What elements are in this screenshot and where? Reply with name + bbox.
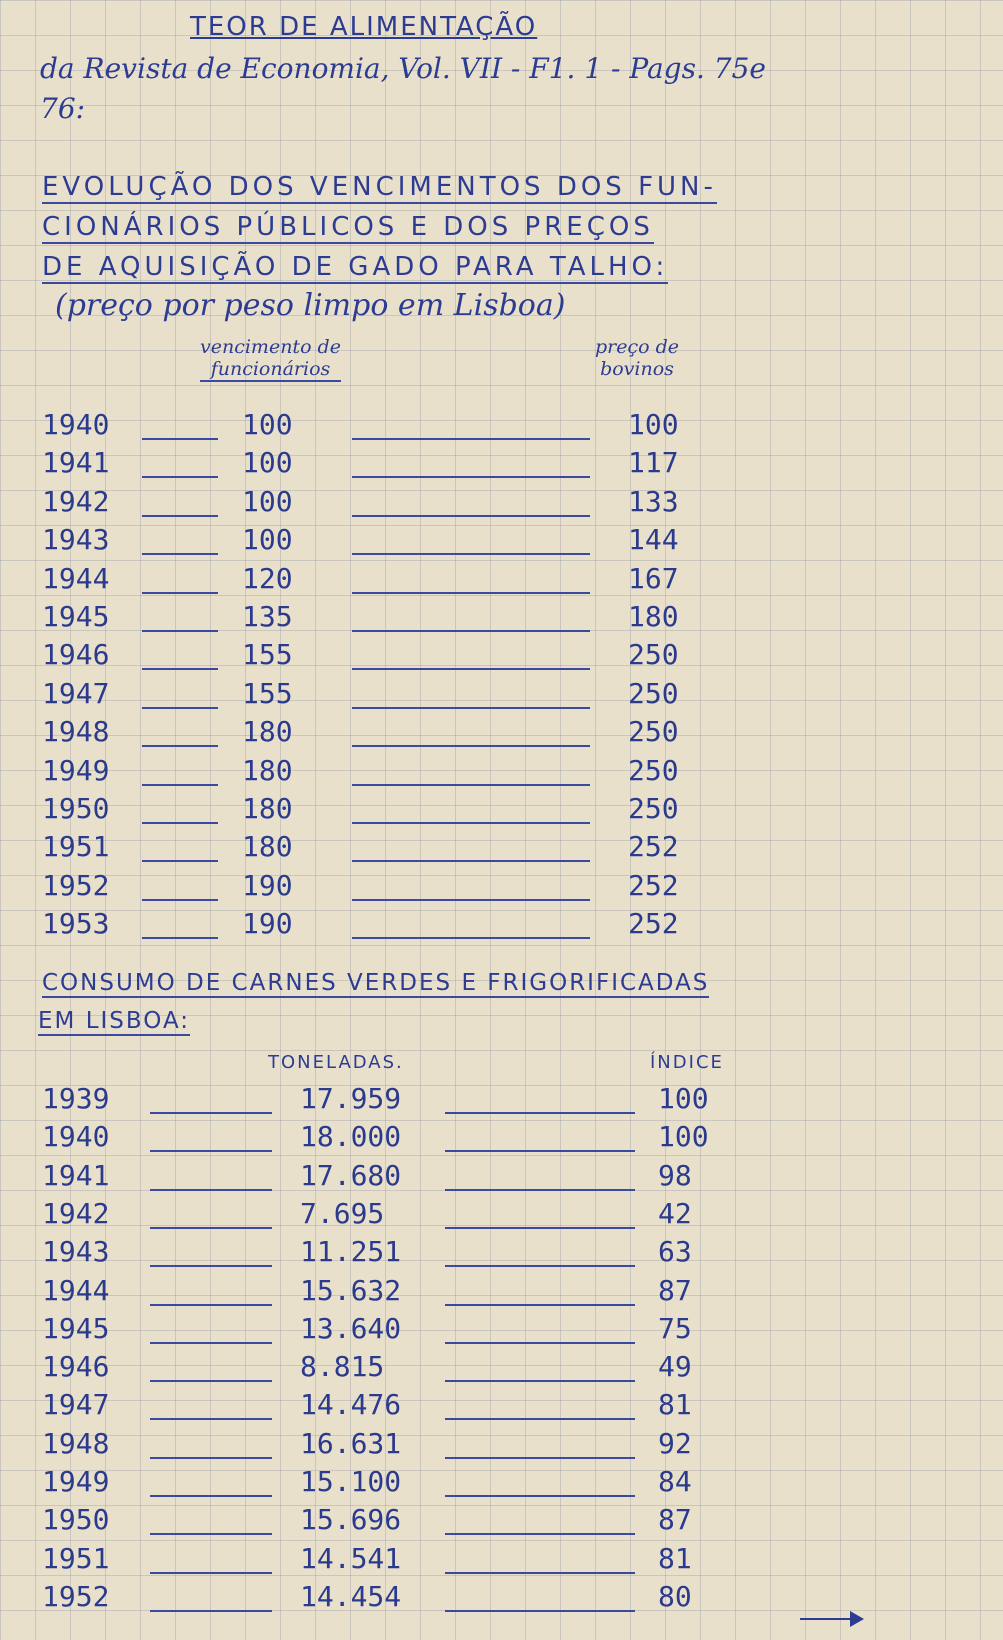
leader-line [150,1495,272,1497]
price-index-cell: 144 [628,523,679,557]
leader-line [142,860,218,862]
year-cell: 1950 [42,792,110,825]
price-index-cell: 180 [628,600,679,633]
leader-line [150,1189,272,1191]
salary-index-cell: 180 [242,792,293,825]
tonnes-cell: 7.695 [300,1196,385,1230]
salary-index-cell: 100 [242,408,293,441]
leader-line [150,1150,272,1152]
price-index-cell: 100 [628,408,679,441]
leader-line [142,438,218,440]
leader-line [445,1418,635,1420]
section2-title-line2: EM LISBOA: [38,1008,191,1034]
salary-index-cell: 180 [242,753,293,787]
salary-index-cell: 190 [242,907,293,941]
leader-line [445,1495,635,1497]
section1-title-line1: EVOLUÇÃO DOS VENCIMENTOS DOS FUN- [42,172,717,202]
table-row [0,600,1003,636]
leader-line [352,515,590,517]
year-cell: 1943 [42,523,110,557]
consumption-index-cell: 98 [658,1158,692,1192]
consumption-index-cell: 87 [658,1273,692,1307]
consumption-index-cell: 80 [658,1579,692,1613]
leader-line [150,1572,272,1574]
leader-line [142,899,218,901]
leader-line [142,784,218,786]
consumption-index-cell: 84 [658,1465,692,1498]
table-row [0,1197,1003,1233]
year-cell: 1951 [42,830,110,864]
year-cell: 1945 [42,1311,110,1345]
table-row [0,792,1003,828]
continue-arrow-icon [800,1618,860,1620]
price-header-line2: bovinos [600,358,674,380]
consumption-index-cell: 75 [658,1311,692,1345]
leader-line [352,707,590,709]
consumption-index-cell: 87 [658,1503,692,1537]
leader-line [352,476,590,478]
salary-index-cell: 120 [242,561,293,595]
table-row [0,1465,1003,1501]
section1-subtitle: (preço por peso limpo em Lisboa) [55,288,566,323]
leader-line [142,937,218,939]
price-index-cell: 133 [628,484,679,518]
table-row [0,869,1003,905]
salary-index-cell: 155 [242,676,293,710]
leader-line [445,1265,635,1267]
tonnes-cell: 15.100 [300,1465,402,1498]
leader-line [142,553,218,555]
leader-line [445,1304,635,1306]
salary-index-cell: 155 [242,638,293,672]
year-cell: 1950 [42,1503,110,1537]
year-cell: 1948 [42,1426,110,1460]
leader-line [352,553,590,555]
leader-line [352,668,590,670]
year-cell: 1948 [42,715,110,749]
consumption-index-cell: 63 [658,1235,692,1269]
salary-index-cell: 190 [242,868,293,902]
leader-line [445,1610,635,1612]
tonnes-cell: 13.640 [300,1311,402,1345]
consumption-index-cell: 81 [658,1541,692,1575]
leader-line [445,1380,635,1382]
tonnes-cell: 16.631 [300,1426,402,1460]
year-cell: 1944 [42,561,110,595]
leader-line [142,668,218,670]
leader-line [142,822,218,824]
consumption-index-cell: 42 [658,1196,692,1230]
leader-line [150,1610,272,1612]
tonnes-cell: 11.251 [300,1235,402,1269]
year-cell: 1945 [42,600,110,633]
tons-column-header: TONELADAS. [268,1052,404,1073]
leader-line [150,1342,272,1344]
leader-line [142,476,218,478]
year-cell: 1951 [42,1541,110,1575]
salary-index-cell: 100 [242,523,293,557]
leader-line [445,1572,635,1574]
price-index-cell: 252 [628,830,679,864]
tonnes-cell: 8.815 [300,1350,385,1384]
leader-line [445,1457,635,1459]
leader-line [142,592,218,594]
year-cell: 1944 [42,1273,110,1307]
table-row [0,1503,1003,1539]
source-reference-line2: 76: [40,92,86,125]
year-cell: 1941 [42,1158,110,1192]
price-index-cell: 250 [628,792,679,825]
consumption-index-cell: 92 [658,1426,692,1460]
leader-line [142,515,218,517]
price-index-cell: 250 [628,753,679,787]
leader-line [150,1418,272,1420]
table-row [0,1388,1003,1424]
price-header-line1: preço de [595,336,680,358]
leader-line [150,1112,272,1114]
table-row [0,1542,1003,1578]
table-row [0,1427,1003,1463]
year-cell: 1946 [42,638,110,672]
consumption-index-cell: 49 [658,1350,692,1384]
leader-line [352,937,590,939]
table-row [0,523,1003,559]
table-row [0,1159,1003,1195]
tonnes-cell: 14.454 [300,1579,402,1613]
consumption-index-cell: 100 [658,1082,709,1115]
leader-line [142,630,218,632]
salary-header-line2: funcionários [200,358,341,382]
price-index-cell: 252 [628,907,679,941]
price-index-cell: 117 [628,446,679,480]
salary-column-header [200,336,341,382]
price-index-cell: 250 [628,638,679,672]
table-row [0,1350,1003,1386]
leader-line [445,1189,635,1191]
leader-line [352,745,590,747]
year-cell: 1947 [42,676,110,710]
year-cell: 1947 [42,1388,110,1422]
leader-line [352,784,590,786]
tonnes-cell: 15.696 [300,1503,402,1537]
table-row [0,830,1003,866]
table-row [0,715,1003,751]
leader-line [142,707,218,709]
leader-line [150,1380,272,1382]
leader-line [142,745,218,747]
leader-line [352,592,590,594]
tonnes-cell: 14.541 [300,1541,402,1575]
leader-line [150,1533,272,1535]
year-cell: 1949 [42,753,110,787]
leader-line [352,899,590,901]
leader-line [352,630,590,632]
price-index-cell: 250 [628,715,679,749]
table-row [0,446,1003,482]
leader-line [445,1112,635,1114]
leader-line [150,1227,272,1229]
leader-line [150,1265,272,1267]
salary-index-cell: 100 [242,484,293,518]
year-cell: 1946 [42,1350,110,1384]
leader-line [352,822,590,824]
table-row [0,677,1003,713]
salary-index-cell: 135 [242,600,293,633]
year-cell: 1940 [42,408,110,441]
tonnes-cell: 17.680 [300,1158,402,1192]
salary-header-line1: vencimento de [200,336,341,358]
table-row [0,485,1003,521]
price-column-header [595,336,679,380]
year-cell: 1952 [42,868,110,902]
leader-line [150,1457,272,1459]
year-cell: 1953 [42,907,110,941]
year-cell: 1939 [42,1082,110,1115]
price-index-cell: 252 [628,868,679,902]
price-index-cell: 250 [628,676,679,710]
table-row [0,1082,1003,1118]
year-cell: 1952 [42,1579,110,1613]
leader-line [352,438,590,440]
year-cell: 1940 [42,1120,110,1154]
leader-line [445,1342,635,1344]
table-row [0,1312,1003,1348]
table-row [0,562,1003,598]
consumption-index-cell: 81 [658,1388,692,1422]
tonnes-cell: 15.632 [300,1273,402,1307]
year-cell: 1942 [42,1196,110,1230]
price-index-cell: 167 [628,561,679,595]
consumption-index-cell: 100 [658,1120,709,1154]
table-row [0,638,1003,674]
year-cell: 1942 [42,484,110,518]
table-row [0,1235,1003,1271]
table-row [0,907,1003,943]
salary-index-cell: 180 [242,715,293,749]
leader-line [445,1227,635,1229]
section1-title-line3: DE AQUISIÇÃO DE GADO PARA TALHO: [42,252,669,282]
leader-line [352,860,590,862]
leader-line [445,1150,635,1152]
table-row [0,408,1003,444]
section2-title-line1: CONSUMO DE CARNES VERDES E FRIGORIFICADAS [42,970,710,996]
salary-index-cell: 100 [242,446,293,480]
index-column-header: ÍNDICE [650,1052,724,1073]
tonnes-cell: 18.000 [300,1120,402,1154]
year-cell: 1949 [42,1465,110,1498]
table-row [0,754,1003,790]
page-title: TEOR DE ALIMENTAÇÃO [190,12,538,42]
salary-index-cell: 180 [242,830,293,864]
source-reference-line1: da Revista de Economia, Vol. VII - F1. 1 - Pags. 75e [40,52,766,85]
tonnes-cell: 17.959 [300,1082,402,1115]
table-row [0,1120,1003,1156]
year-cell: 1943 [42,1235,110,1269]
leader-line [445,1533,635,1535]
year-cell: 1941 [42,446,110,480]
section1-title-line2: CIONÁRIOS PÚBLICOS E DOS PREÇOS [42,212,654,242]
tonnes-cell: 14.476 [300,1388,402,1422]
table-row [0,1274,1003,1310]
leader-line [150,1304,272,1306]
